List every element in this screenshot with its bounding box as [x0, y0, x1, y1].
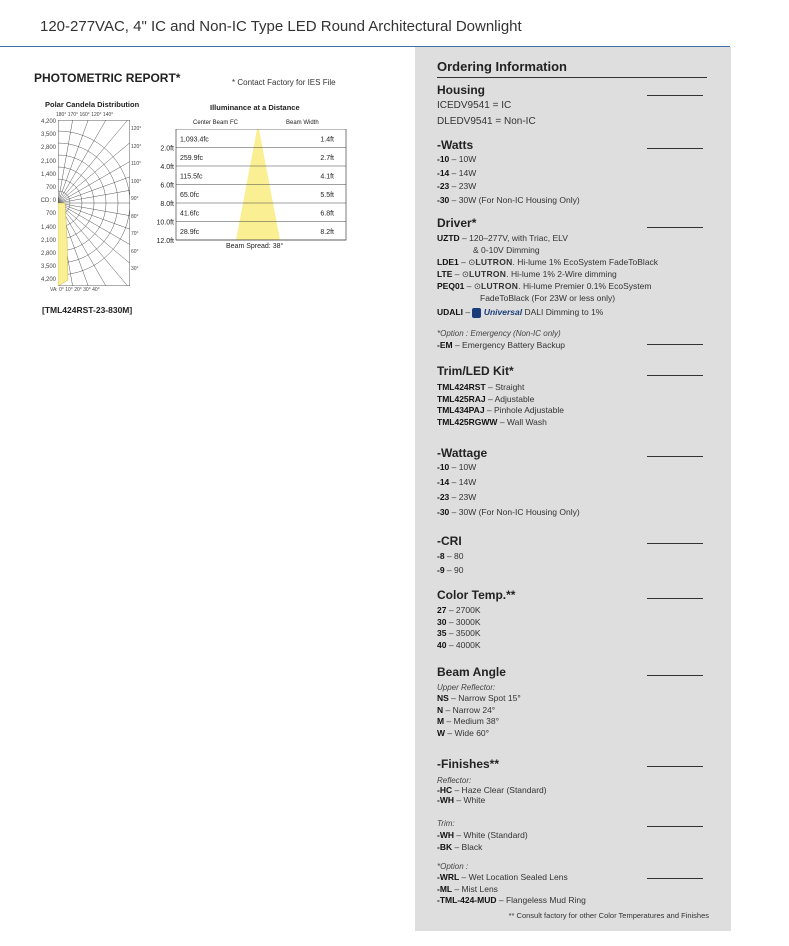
option-item — [437, 167, 709, 181]
option-code: -HC — [437, 785, 453, 795]
polar-left-tick: 2,800 — [40, 145, 56, 152]
document-title: 120-277VAC, 4" IC and Non-IC Type LED Round Architectural Downlight — [40, 18, 522, 35]
distance-tick: 4.0ft — [160, 164, 174, 171]
beam-width-value: 8.2ft — [320, 228, 334, 236]
driver-desc: FadeToBlack (For 23W or less only) — [480, 293, 616, 303]
option-desc: – 10W — [449, 462, 477, 472]
distance-tick: 6.0ft — [160, 182, 174, 190]
driver-code: PEQ01 — [437, 281, 465, 291]
footnote: ** Consult factory for other Color Temperatures and Finishes — [508, 911, 709, 920]
reflector-subtitle: Reflector: — [437, 776, 472, 785]
driver-desc: . Hi-lume 1% EcoSystem FadeToBlack — [512, 257, 659, 267]
polar-right-tick: 30° — [131, 266, 139, 272]
driver-desc: . Hi-lume 1% 2-Wire dimming — [506, 269, 617, 279]
driver-item — [437, 232, 709, 244]
polar-right-tick: 120° — [131, 143, 142, 150]
option-code: -23 — [437, 181, 450, 191]
option-code: TML425RGWW — [437, 416, 498, 427]
emergency-blank — [647, 344, 703, 345]
color-temp-blank — [647, 598, 703, 599]
center-beam-fc: 28.9fc — [180, 228, 200, 236]
cri-list — [437, 549, 709, 577]
option-code: -10 — [437, 154, 450, 164]
option-item — [437, 895, 709, 907]
brand-name: LUTRON — [475, 257, 513, 267]
option-code: -14 — [437, 477, 450, 487]
beam-width-value: 2.7ft — [320, 154, 334, 162]
finishes-title: -Finishes** — [437, 757, 500, 771]
polar-right-tick: 80° — [131, 213, 139, 220]
option-desc: – Haze Clear (Standard) — [452, 785, 547, 795]
illuminance-layer — [156, 129, 346, 245]
option-desc: – Straight — [485, 382, 525, 392]
polar-right-tick: 90° — [131, 196, 139, 202]
driver-item — [437, 268, 709, 280]
housing-line: ICEDV9541 = IC — [437, 100, 512, 111]
driver-desc: & 0-10V Dimming — [473, 245, 540, 255]
polar-left-tick: 4,200 — [40, 277, 56, 284]
polar-left-tick: CD: 0 — [40, 198, 56, 205]
driver-code: UZTD — [437, 233, 460, 243]
trim-finish-blank — [647, 826, 703, 827]
center-beam-fc: 1,093.4fc — [180, 136, 209, 144]
polar-left-tick: 2,100 — [40, 158, 56, 165]
option-item — [437, 795, 709, 805]
brand-name: Universal — [483, 307, 523, 317]
driver-item — [437, 306, 709, 318]
option-item — [437, 884, 709, 896]
option-item — [437, 194, 709, 208]
trim-title: Trim/LED Kit* — [437, 364, 514, 378]
trim-finish-list — [437, 829, 709, 853]
watts-blank — [647, 148, 703, 149]
driver-code: LDE1 — [437, 257, 459, 267]
option-item — [437, 705, 709, 717]
polar-right-tick: 110° — [131, 161, 141, 167]
polar-top-ticks: 180° 170° 160° 120° 140° — [56, 112, 114, 118]
option-item — [437, 475, 709, 490]
option-code: -23 — [437, 492, 450, 502]
option-item — [437, 716, 709, 728]
option-code: 35 — [437, 628, 447, 638]
catalog-reference: [TML424RST-23-830M] — [42, 305, 133, 315]
option-item — [437, 394, 709, 406]
beam-angle-title: Beam Angle — [437, 665, 506, 679]
polar-left-tick: 2,800 — [40, 251, 56, 257]
option-item — [437, 841, 709, 853]
polar-left-tick: 1,400 — [40, 224, 56, 231]
finishes-blank — [647, 766, 703, 767]
distance-tick: 12.0ft — [156, 238, 174, 245]
option-desc: – 23W — [449, 181, 477, 191]
option-desc: – Adjustable — [485, 393, 535, 404]
center-beam-fc: 259.9fc — [180, 154, 203, 162]
option-code: W — [437, 727, 446, 738]
beam-angle-list — [437, 693, 709, 739]
polar-title: Polar Candela Distribution — [45, 100, 140, 109]
beam-width-value: 5.5ft — [320, 191, 334, 199]
option-desc: – Narrow 24° — [443, 704, 496, 715]
option-code: -BK — [437, 842, 453, 852]
option-code: -8 — [437, 551, 445, 561]
driver-item — [437, 280, 709, 292]
emergency-desc: – Emergency Battery Backup — [452, 340, 566, 350]
option-desc: – 10W — [449, 154, 477, 164]
option-code: -9 — [437, 565, 445, 575]
finish-option-list — [437, 872, 709, 907]
option-code: NS — [437, 693, 449, 703]
option-desc: – Medium 38° — [444, 716, 499, 726]
reflector-finish-list — [437, 785, 709, 805]
center-beam-fc: 65.0fc — [180, 191, 200, 199]
trim-blank — [647, 375, 703, 376]
option-desc: – 4000K — [446, 639, 481, 650]
option-desc: – 80 — [444, 551, 464, 561]
option-desc: – Black — [452, 842, 483, 852]
driver-item — [437, 244, 709, 256]
option-desc: – White (Standard) — [454, 830, 528, 840]
driver-item — [437, 256, 709, 268]
option-item — [437, 505, 709, 520]
option-item — [437, 872, 709, 884]
polar-right-tick: 100° — [131, 178, 142, 185]
option-item — [437, 563, 709, 577]
polar-left-tick: 700 — [45, 185, 56, 191]
polar-left-tick: 700 — [45, 211, 56, 218]
option-code: -ML — [437, 883, 453, 894]
driver-desc: – — [452, 269, 460, 279]
option-desc: – Pinhole Adjustable — [484, 405, 564, 415]
driver-desc: – — [464, 281, 472, 291]
photometric-heading-text: PHOTOMETRIC REPORT — [34, 71, 176, 85]
option-code: N — [437, 704, 444, 715]
option-desc: – White — [454, 795, 486, 805]
option-desc: – Wide 60° — [445, 727, 490, 738]
cri-blank — [647, 543, 703, 544]
option-code: 27 — [437, 605, 447, 615]
option-desc: – Mist Lens — [452, 883, 498, 894]
brand-name: LUTRON — [481, 281, 519, 291]
option-code: -30 — [437, 507, 450, 517]
option-desc: – 23W — [449, 492, 477, 502]
polar-left-tick: 2,100 — [40, 237, 56, 244]
option-desc: – 14W — [449, 477, 477, 487]
polar-candela-chart — [58, 120, 130, 286]
polar-left-tick: 3,500 — [40, 132, 56, 139]
option-code: -WRL — [437, 872, 460, 882]
driver-desc: – 120–277V, with Triac, ELV — [459, 233, 568, 243]
wattage-blank — [647, 456, 703, 457]
driver-desc: DALI Dimming to 1% — [522, 307, 604, 317]
photometric-heading — [34, 71, 180, 85]
distance-tick: 8.0ft — [160, 201, 174, 208]
option-code: -14 — [437, 167, 450, 178]
option-desc: – Wet Location Sealed Lens — [459, 872, 568, 882]
distance-tick: 10.0ft — [156, 219, 174, 227]
emergency-option-note: *Option : Emergency (Non-IC only) — [437, 329, 561, 338]
option-code: -30 — [437, 194, 450, 205]
emergency-option — [437, 339, 709, 351]
option-desc: – 30W (For Non-IC Housing Only) — [449, 507, 580, 517]
beam-width-value: 6.8ft — [320, 210, 334, 218]
trim-finish-subtitle: Trim: — [437, 819, 455, 828]
option-item — [437, 640, 709, 652]
distance-tick: 2.0ft — [160, 145, 174, 153]
option-item — [437, 628, 709, 640]
illuminance-title: Illuminance at a Distance — [210, 103, 300, 112]
polar-bottom-ticks: VA: 0° 10° 20° 30° 40° — [50, 287, 100, 293]
watts-title: -Watts — [437, 138, 474, 152]
option-desc: – 30W (For Non-IC Housing Only) — [449, 194, 580, 205]
option-desc: – 3000K — [446, 616, 481, 627]
option-item — [437, 617, 709, 629]
center-beam-label: Center Beam FC — [193, 120, 239, 126]
brand-name: LUTRON — [469, 269, 507, 279]
driver-desc: – — [462, 307, 471, 317]
option-item — [437, 460, 709, 475]
driver-desc: . Hi-lume Premier 0.1% EcoSystem — [518, 281, 652, 291]
driver-list — [437, 232, 709, 318]
option-code: -TML-424-MUD — [437, 895, 497, 905]
ordering-panel — [415, 47, 731, 931]
option-code: -WH — [437, 830, 454, 840]
photometric-panel — [0, 47, 415, 946]
option-desc: – 14W — [449, 167, 477, 178]
option-item — [437, 490, 709, 505]
option-item — [437, 417, 709, 429]
option-code: 40 — [437, 639, 447, 650]
wattage-list — [437, 460, 709, 520]
illuminance-chart — [150, 129, 350, 247]
center-beam-fc: 41.6fc — [180, 210, 200, 218]
option-desc: – 90 — [444, 565, 464, 575]
option-desc: – Flangeless Mud Ring — [496, 895, 586, 905]
option-code: 30 — [437, 616, 447, 627]
polar-right-tick: 60° — [131, 248, 139, 255]
option-code: -WH — [437, 795, 454, 805]
polar-right-tick: 120° — [131, 126, 142, 132]
polar-left-tick: 4,200 — [40, 119, 56, 125]
option-desc: – Narrow Spot 15° — [448, 693, 521, 703]
option-item — [437, 382, 709, 394]
ies-contact-note: * Contact Factory for IES File — [232, 78, 336, 87]
option-item — [437, 829, 709, 841]
option-desc: – 2700K — [446, 605, 481, 615]
beam-angle-blank — [647, 675, 703, 676]
beam-width-value: 4.1ft — [320, 173, 334, 181]
option-code: -10 — [437, 462, 450, 472]
housing-line: DLEDV9541 = Non-IC — [437, 116, 536, 127]
option-item — [437, 405, 709, 417]
wattage-title: -Wattage — [437, 446, 488, 460]
watts-list — [437, 153, 709, 207]
color-temp-title: Color Temp.** — [437, 588, 516, 602]
polar-left-tick: 3,500 — [40, 264, 56, 271]
driver-blank — [647, 227, 703, 228]
option-code: TML424RST — [437, 382, 486, 392]
option-item — [437, 153, 709, 167]
finish-option-subtitle: *Option : — [437, 862, 469, 871]
driver-title: Driver* — [437, 216, 477, 230]
option-code: M — [437, 716, 445, 726]
beam-width-value: 1.4ft — [320, 136, 334, 144]
option-item — [437, 605, 709, 617]
driver-code: UDALI — [437, 307, 463, 317]
lutron-logo-icon: ⊙ — [461, 269, 470, 279]
driver-desc: – — [458, 257, 466, 267]
option-item — [437, 180, 709, 194]
option-item — [437, 693, 709, 705]
color-temp-list — [437, 605, 709, 651]
option-code: TML425RAJ — [437, 393, 486, 404]
beam-angle-subtitle: Upper Reflector: — [437, 683, 496, 692]
option-item — [437, 728, 709, 740]
center-beam-fc: 115.5fc — [180, 173, 203, 181]
option-desc: – Wall Wash — [497, 416, 547, 427]
option-item — [437, 785, 709, 795]
cri-title: -CRI — [437, 534, 462, 548]
option-code: TML434PAJ — [437, 405, 485, 415]
driver-code: LTE — [437, 269, 453, 279]
photometric-heading-star: * — [175, 71, 181, 85]
housing-title: Housing — [437, 83, 485, 97]
beam-spread: Beam Spread: 38° — [226, 243, 284, 250]
option-item — [437, 549, 709, 563]
trim-list — [437, 382, 709, 428]
ordering-title: Ordering Information — [437, 59, 567, 74]
lutron-logo-icon: ⊙ — [468, 257, 476, 267]
lutron-logo-icon: ⊙ — [473, 281, 481, 291]
driver-item — [437, 292, 709, 304]
beam-width-label: Beam Width — [286, 120, 319, 126]
polar-left-tick: 1,400 — [40, 171, 56, 178]
housing-blank — [647, 95, 703, 96]
polar-right-tick: 70° — [131, 231, 139, 237]
universal-logo-icon — [472, 308, 481, 318]
option-desc: – 3500K — [446, 628, 481, 638]
ordering-title-rule — [437, 77, 707, 78]
emergency-code: -EM — [437, 340, 453, 350]
